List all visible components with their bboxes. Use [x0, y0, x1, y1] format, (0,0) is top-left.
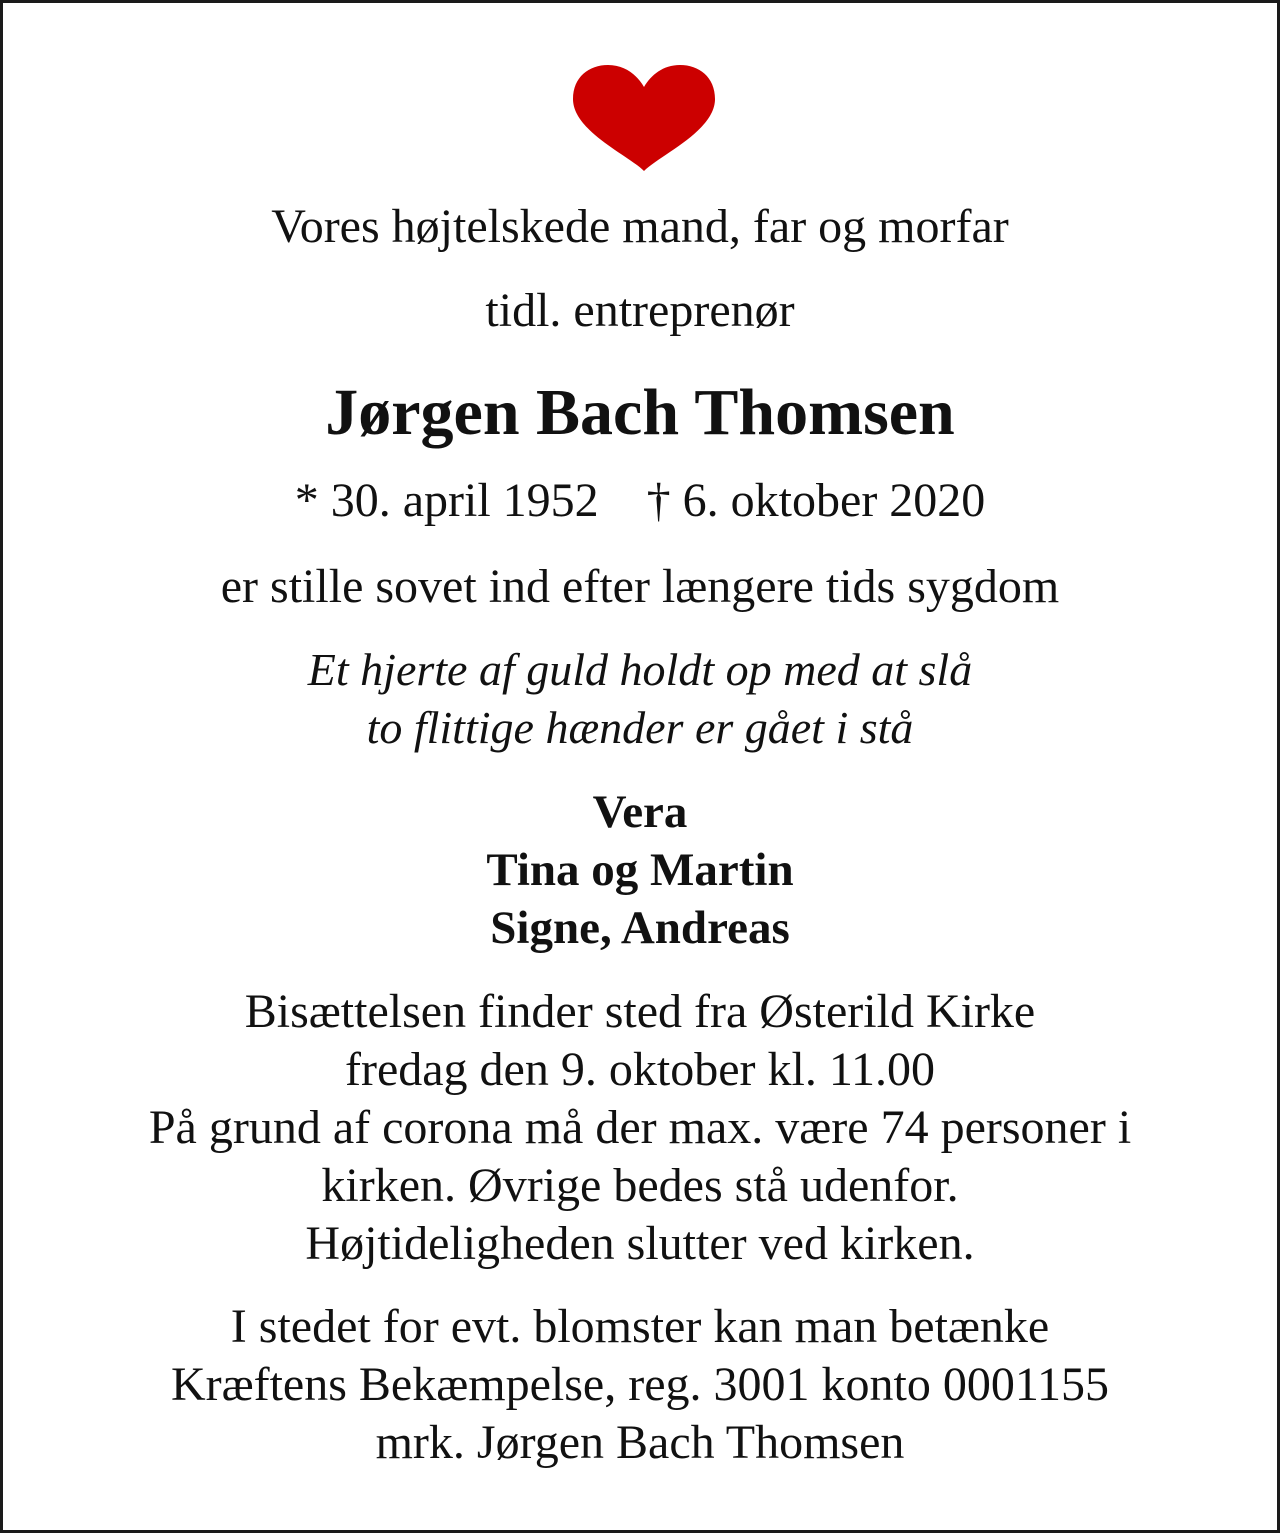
- service-line: kirken. Øvrige bedes stå udenfor.: [321, 1159, 959, 1212]
- donation-line: I stedet for evt. blomster kan man betænke: [230, 1300, 1050, 1353]
- verse-line: Et hjerte af guld holdt op med at slå: [307, 644, 973, 695]
- family-names: [3, 783, 1277, 957]
- heart-shape: [573, 65, 715, 171]
- deceased-name: Jørgen Bach Thomsen: [325, 376, 955, 449]
- heart-icon: [573, 65, 715, 171]
- memorial-verse: [3, 641, 1277, 757]
- family-line: Vera: [592, 786, 688, 838]
- service-line: På grund af corona må der max. være 74 personer i: [148, 1101, 1132, 1154]
- life-dates: [3, 471, 1277, 531]
- donation-info: [3, 1298, 1277, 1472]
- cause-text: er stille sovet ind efter længere tids sygdom: [220, 560, 1060, 613]
- death-date: † 6. oktober 2020: [646, 474, 986, 527]
- donation-line: Kræftens Bekæmpelse, reg. 3001 konto 0001155: [170, 1358, 1110, 1411]
- donation-line: mrk. Jørgen Bach Thomsen: [375, 1416, 905, 1469]
- intro-text: Vores højtelskede mand, far og morfar: [271, 200, 1009, 253]
- service-line: Bisættelsen finder sted fra Østerild Kirke: [244, 985, 1036, 1038]
- family-line: Signe, Andreas: [490, 902, 790, 954]
- birth-date: * 30. april 1952: [294, 474, 599, 527]
- family-line: Tina og Martin: [486, 844, 794, 896]
- service-line: Højtideligheden slutter ved kirken.: [305, 1217, 975, 1270]
- service-info: [3, 983, 1277, 1273]
- service-line: fredag den 9. oktober kl. 11.00: [344, 1043, 936, 1096]
- verse-line: to flittige hænder er gået i stå: [366, 702, 914, 753]
- occupation-text: tidl. entreprenør: [485, 284, 795, 337]
